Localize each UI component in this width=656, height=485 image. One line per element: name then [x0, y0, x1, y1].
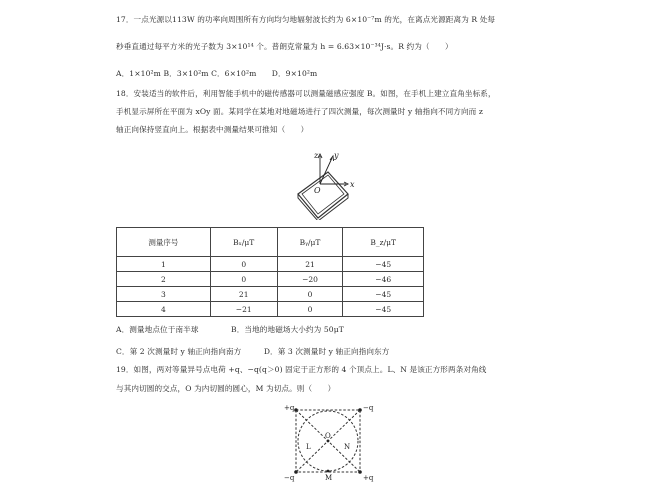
table-cell: −46 [343, 272, 424, 287]
table-cell: 0 [210, 257, 277, 272]
q18-option-a: A．测量地点位于南半球 [116, 325, 199, 334]
q18-option-c: C．第 2 次测量时 y 轴正向指向南方 [116, 347, 242, 356]
table-cell: 0 [210, 272, 277, 287]
q18-line3: 轴正向保持竖直向上。根据表中测量结果可推知（ ） [116, 125, 309, 134]
table-row [117, 257, 424, 272]
q18-options-ab [116, 325, 344, 335]
q18-options-cd [116, 347, 389, 357]
charge-top-left: +q [284, 404, 295, 412]
header-by: Bᵧ/μT [277, 228, 343, 257]
y-axis-label: y [334, 151, 339, 160]
table-cell: 2 [117, 272, 211, 287]
q18-line1: 18．安装适当的软件后，利用智能手机中的磁传感器可以测量磁感应强度 B。如图，在手机上建立直角坐标系， [116, 89, 496, 98]
phone-axes-figure [284, 148, 362, 220]
q17-options: A．1×10²m B．3×10²m C．6×10²m D．9×10²m [116, 69, 318, 78]
q19-line2: 与其内切圆的交点，O 为内切圆的圆心，M 为切点。则（ ） [116, 384, 336, 393]
header-bx: Bₓ/μT [210, 228, 277, 257]
table-cell: 0 [277, 287, 343, 302]
point-l-label: L [306, 443, 311, 451]
table-cell: −20 [277, 272, 343, 287]
table-cell: −45 [343, 302, 424, 317]
table-cell: −21 [210, 302, 277, 317]
q18-option-d: D．第 3 次测量时 y 轴正向指向东方 [263, 347, 390, 356]
table-row [117, 272, 424, 287]
charges-square-figure [276, 402, 386, 482]
charge-bottom-right: +q [363, 474, 374, 482]
q17-line2: 秒垂直通过每平方米的光子数为 3×10¹⁴ 个。普朗克常量为 h = 6.63×10⁻³⁴J·s。R 约为（ ） [116, 42, 453, 51]
table-cell: 4 [117, 302, 211, 317]
q19-line1: 19．如图，两对等量异号点电荷 +q、−q(q＞0) 固定于正方形的 4 个顶点上。L、N 是该正方形两条对角线 [116, 365, 487, 374]
table-cell: −45 [343, 257, 424, 272]
q17-line1: 17．一点光源以113W 的功率向周围所有方向均匀地辐射波长约为 6×10⁻⁷m 的光，在离点光源距离为 R 处每 [116, 15, 496, 24]
table-cell: 21 [277, 257, 343, 272]
header-index: 测量序号 [117, 228, 211, 257]
table-cell: 3 [117, 287, 211, 302]
point-n-label: N [344, 443, 351, 451]
point-o-label: O [325, 432, 331, 440]
table-cell: 1 [117, 257, 211, 272]
origin-label: O [314, 186, 321, 195]
q18-option-b: B．当地的地磁场大小约为 50μT [231, 325, 344, 334]
charge-bottom-left: −q [284, 474, 295, 482]
table-cell: 21 [210, 287, 277, 302]
charge-top-right: −q [363, 404, 374, 412]
table-cell: 0 [277, 302, 343, 317]
point-m-label: M [325, 474, 333, 482]
header-bz: B_z/μT [343, 228, 424, 257]
q18-line2: 手机显示屏所在平面为 xOy 面。某同学在某地对地磁场进行了四次测量，每次测量时 y 轴指向不同方向而 z [116, 107, 483, 116]
z-axis-label: z [314, 151, 319, 160]
x-axis-label: x [350, 180, 355, 189]
measurement-table [116, 227, 424, 317]
table-header-row [117, 228, 424, 257]
table-cell: −45 [343, 287, 424, 302]
table-row [117, 287, 424, 302]
table-row [117, 302, 424, 317]
